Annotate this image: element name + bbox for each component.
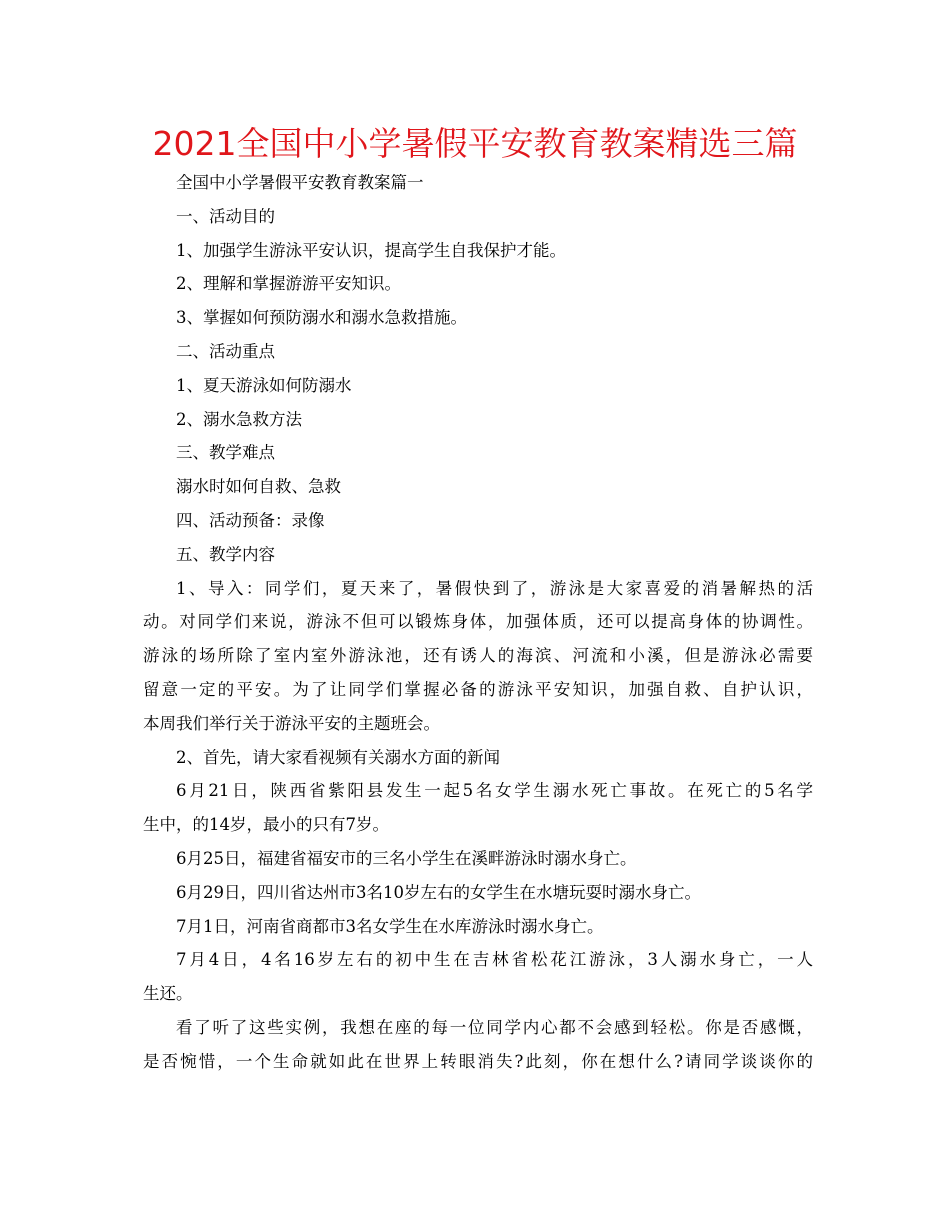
paragraph-line: 动。对同学们来说，游泳不但可以锻炼身体，加强体质，还可以提高身体的协调性。 (143, 612, 813, 632)
section-heading: 全国中小学暑假平安教育教案篇一 (176, 173, 424, 192)
list-item: 2、溺水急救方法 (176, 409, 302, 429)
heading-teaching-content: 五、教学内容 (176, 544, 275, 564)
list-item: 3、掌握如何预防溺水和溺水急救措施。 (176, 308, 467, 328)
list-item: 1、加强学生游泳平安认识，提高学生自我保护才能。 (176, 240, 566, 260)
paragraph-line: 1、导入：同学们，夏天来了，暑假快到了，游泳是大家喜爱的消暑解热的活 (176, 578, 813, 598)
paragraph-line: 留意一定的平安。为了让同学们掌握必备的游泳平安知识，加强自救、自护认识， (143, 679, 813, 699)
list-item: 2、理解和掌握游游平安知识。 (176, 274, 401, 294)
news-item: 7月4日，4名16岁左右的初中生在吉林省松花江游泳，3人溺水身亡，一人 (176, 950, 813, 970)
heading-activity-preparation: 四、活动预备：录像 (176, 510, 325, 530)
news-item: 7月1日，河南省商都市3名女学生在水库游泳时溺水身亡。 (176, 916, 604, 936)
news-item: 6月25日，福建省福安市的三名小学生在溪畔游泳时溺水身亡。 (176, 848, 637, 868)
list-item: 1、夏天游泳如何防溺水 (176, 375, 352, 395)
paragraph-line: 本周我们举行关于游泳平安的主题班会。 (143, 713, 440, 733)
news-item: 生中，的14岁，最小的只有7岁。 (143, 815, 389, 835)
paragraph-line: 是否惋惜，一个生命就如此在世界上转眼消失?此刻，你在想什么?请同学谈谈你的 (143, 1051, 813, 1071)
heading-teaching-difficulty: 三、教学难点 (176, 443, 275, 463)
document-title: 2021全国中小学暑假平安教育教案精选三篇 (152, 124, 798, 163)
news-item: 6月29日，四川省达州市3名10岁左右的女学生在水塘玩耍时溺水身亡。 (176, 882, 701, 902)
heading-activity-focus: 二、活动重点 (176, 341, 275, 361)
paragraph-line: 溺水时如何自救、急救 (176, 477, 341, 497)
news-item: 生还。 (143, 984, 193, 1004)
heading-activity-goal: 一、活动目的 (176, 206, 275, 226)
paragraph-line: 看了听了这些实例，我想在座的每一位同学内心都不会感到轻松。你是否感慨， (176, 1017, 813, 1037)
paragraph-line: 2、首先，请大家看视频有关溺水方面的新闻 (176, 747, 500, 767)
document-body (143, 166, 813, 1079)
paragraph-line: 游泳的场所除了室内室外游泳池，还有诱人的海滨、河流和小溪，但是游泳必需要 (143, 646, 813, 666)
news-item: 6月21日，陕西省紫阳县发生一起5名女学生溺水死亡事故。在死亡的5名学 (176, 781, 813, 801)
